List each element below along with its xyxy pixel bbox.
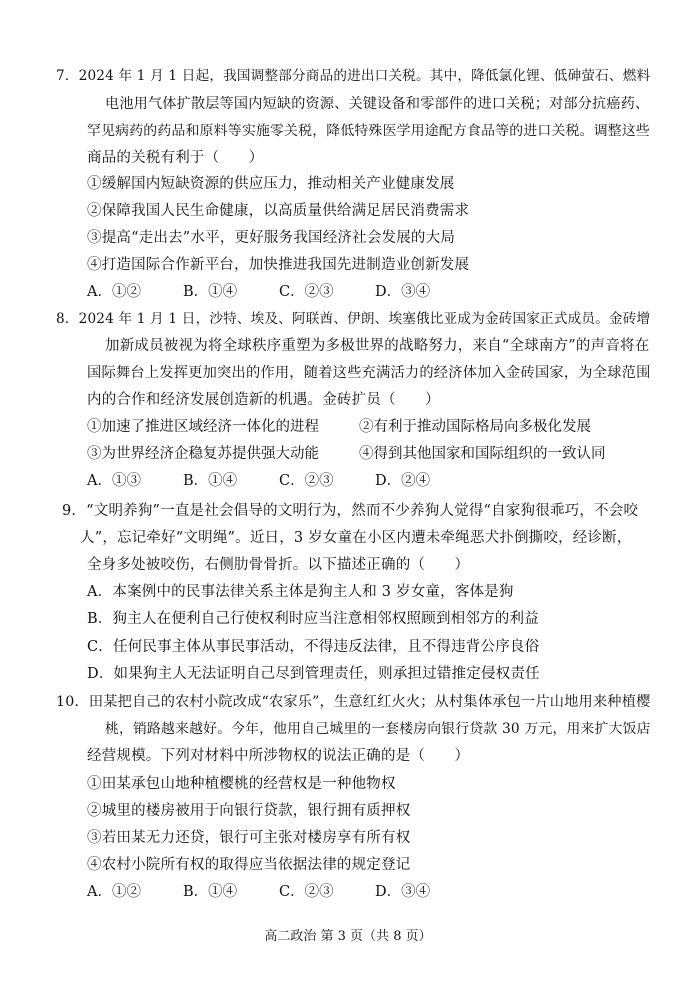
q10-option-b[interactable]: B．①④ [183,884,238,900]
q10-option-a[interactable]: A．①② [87,884,141,900]
q8-stem-line-4: 内的合作和经济发展创造新的机遇。金砖扩员（ ） [87,392,440,408]
q7-stem-line-2: 电池用气体扩散层等国内短缺的资源、关键设备和零部件的进口关税；对部分抗癌药、 [105,96,650,112]
q8-statement-1: ①加速了推进区域经济一体化的进程 [87,419,319,435]
q9-stem-line-2: 人”，忘记牵好“文明绳”。近日，3 岁女童在小区内遭未牵绳恶犬扑倒撕咬，经诊断， [80,530,632,546]
q8-statements-row-1 [87,417,591,437]
page-footer: 高二政治 第 3 页（共 8 页） [264,929,432,944]
q8-option-d[interactable]: D．②④ [375,473,431,489]
q7-statement-4: ④打造国际合作新平台，加快推进我国先进制造业创新发展 [87,257,470,273]
q9-stem-line-3: 全身多处被咬伤，右侧肋骨骨折。以下描述正确的（ ） [87,557,470,573]
q8-option-c[interactable]: C．②③ [279,473,334,489]
q8-stem-line-3: 国际舞台上发挥更加突出的作用，随着这些充满活力的经济体加入金砖国家，为全球范围 [87,365,651,381]
q10-statement-1: ①田某承包山地种植樱桃的经营权是一种他物权 [87,776,396,792]
q10-option-c[interactable]: C．②③ [279,884,334,900]
q7-statement-1: ①缓解国内短缺资源的供应压力，推动相关产业健康发展 [87,176,455,192]
q10-options [87,882,471,902]
q9-option-a[interactable]: A．本案例中的民事法律关系主体是狗主人和 3 岁女童，客体是狗 [87,584,514,600]
q8-option-a[interactable]: A．①③ [87,473,141,489]
q7-stem-line-1: 7．2024 年 1 月 1 日起，我国调整部分商品的进出口关税。其中，降低氯化锂、低砷萤石、燃料 [56,68,651,84]
q10-stem-line-3: 经营规模。下列对材料中所涉物权的说法正确的是（ ） [87,748,470,764]
q8-statement-3: ③为世界经济企稳复苏提供强大动能 [87,446,319,462]
q7-statement-3: ③提高“走出去”水平，更好服务我国经济社会发展的大局 [87,230,456,246]
q8-options [87,471,471,491]
q10-stem-line-2: 桃，销路越来越好。今年，他用自己城里的一套楼房向银行贷款 30 万元，用来扩大饭店 [105,721,651,737]
q7-stem-line-4: 商品的关税有利于（ ） [87,150,264,166]
q7-option-a[interactable]: A．①② [87,284,141,300]
q7-stem-line-3: 罕见病药的药品和原料等实施零关税，降低特殊医学用途配方食品等的进口关税。调整这些 [87,123,651,139]
q9-stem-line-1: 9．“文明养狗”一直是社会倡导的文明行为，然而不少养狗人觉得“自家狗很乖巧，不会咬 [62,503,639,519]
q10-statement-2: ②城里的楼房被用于向银行贷款，银行拥有质押权 [87,803,411,819]
q8-statement-2: ②有利于推动国际格局向多极化发展 [359,419,591,435]
q8-option-b[interactable]: B．①④ [183,473,238,489]
q9-option-b[interactable]: B．狗主人在便利自己行使权利时应当注意相邻权照顾到相邻方的利益 [87,611,539,627]
q8-statement-4: ④得到其他国家和国际组织的一致认同 [359,446,606,462]
q7-statement-2: ②保障我国人民生命健康，以高质量供给满足居民消费需求 [87,203,470,219]
q8-stem-line-2: 加新成员被视为将全球秩序重塑为多极世界的战略努力，来自“全球南方”的声音将在 [105,338,650,354]
q7-options [87,282,471,302]
q8-statements-row-2 [87,444,606,464]
q7-option-c[interactable]: C．②③ [279,284,334,300]
q10-stem-line-1: 10．田某把自己的农村小院改成“农家乐”，生意红红火火；从村集体承包一片山地用来种植樱 [56,694,651,710]
q7-option-d[interactable]: D．③④ [375,284,431,300]
q8-stem-line-1: 8．2024 年 1 月 1 日，沙特、埃及、阿联酋、伊朗、埃塞俄比亚成为金砖国家正式成员。金砖增 [56,311,651,327]
q10-option-d[interactable]: D．③④ [375,884,431,900]
q9-option-d[interactable]: D．如果狗主人无法证明自己尽到管理责任，则承担过错推定侵权责任 [87,666,540,682]
q7-option-b[interactable]: B．①④ [183,284,238,300]
q10-statement-4: ④农村小院所有权的取得应当依据法律的规定登记 [87,857,411,873]
q10-statement-3: ③若田某无力还贷，银行可主张对楼房享有所有权 [87,830,411,846]
q9-option-c[interactable]: C．任何民事主体从事民事活动，不得违反法律，且不得违背公序良俗 [87,639,540,655]
